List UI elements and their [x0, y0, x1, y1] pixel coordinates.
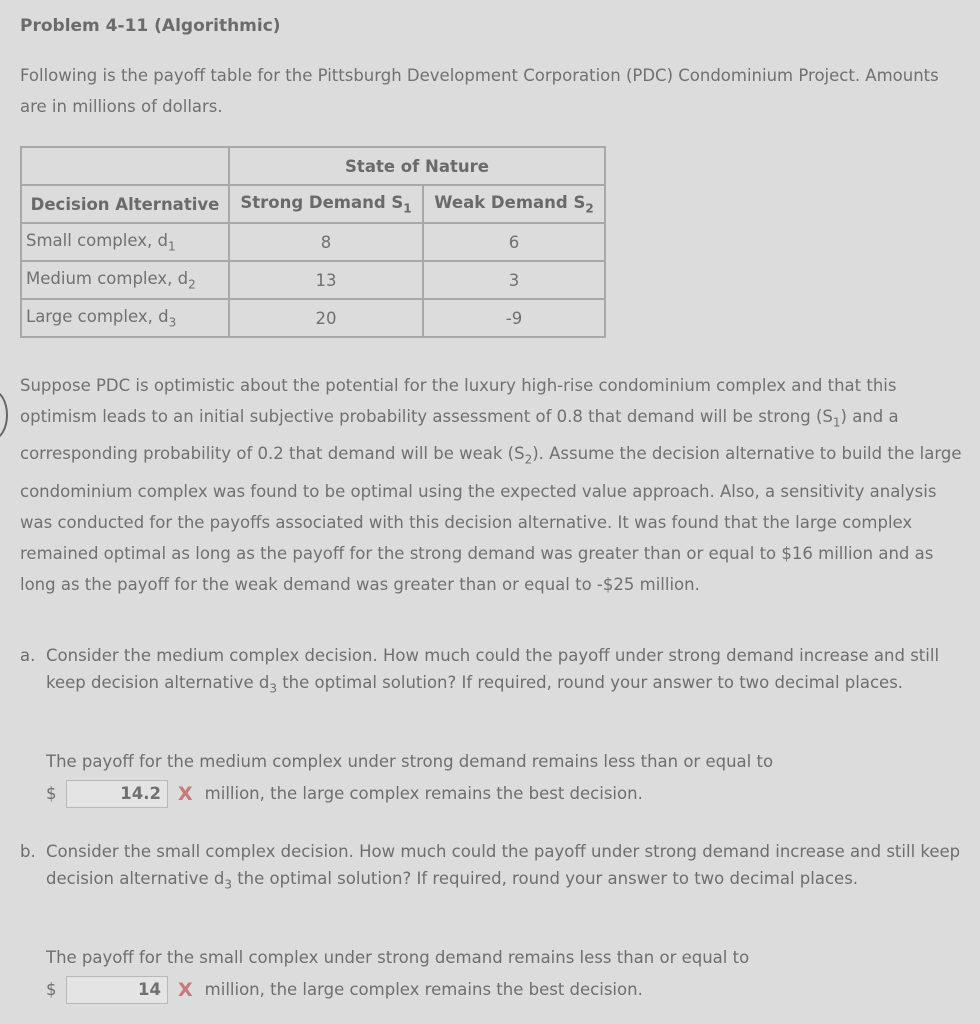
- scenario-subscript-2: 2: [524, 452, 533, 467]
- answer-b-line: The payoff for the small complex under strong demand remains less than or equal to: [46, 948, 750, 967]
- answer-a: [46, 747, 966, 809]
- incorrect-x-icon: X: [178, 979, 193, 1001]
- strong-demand-subscript: 1: [403, 201, 412, 216]
- table-row: [21, 223, 605, 261]
- row-label: [21, 261, 229, 299]
- table-column-header-row: [21, 185, 605, 223]
- side-tab-edge[interactable]: [0, 390, 8, 440]
- question-a-letter: a.: [20, 646, 36, 665]
- incorrect-x-icon: X: [178, 783, 193, 805]
- answer-b-tail: million, the large complex remains the best decision.: [204, 980, 643, 999]
- table-row: [21, 299, 605, 337]
- answer-a-input-row: [46, 779, 966, 809]
- answer-b-input[interactable]: 14: [66, 976, 168, 1004]
- question-a-text-1: Consider the medium complex decision. How much could the payoff under strong demand increase and still keep decision alternative d: [46, 646, 940, 692]
- strong-demand-cell: 20: [229, 299, 423, 337]
- weak-demand-cell: 6: [423, 223, 605, 261]
- strong-demand-label: Strong Demand S: [240, 192, 404, 212]
- row-label-subscript: 3: [168, 315, 177, 330]
- dollar-sign: $: [46, 784, 57, 803]
- strong-demand-cell: 8: [229, 223, 423, 261]
- weak-demand-subscript: 2: [585, 201, 594, 216]
- question-b-text-2: the optimal solution? If required, round your answer to two decimal places.: [231, 869, 859, 888]
- answer-a-line: The payoff for the medium complex under strong demand remains less than or equal to: [46, 752, 774, 771]
- row-label: [21, 223, 229, 261]
- question-a-subscript: 3: [269, 681, 277, 696]
- scenario-text-3: ). Assume the decision alternative to build the large condominium complex was found to be optimal using the expected value approach. Also, a sensitivity analysis was conducted for the payoffs associated with this decision alternative. It was found that the large complex remained optimal as long as the payoff for the strong demand was greater than or equal to $16 million and as long as the payoff for the weak demand was greater than or equal to -$25 million.: [20, 444, 962, 594]
- scenario-text-2: ) and a corresponding probability of 0.2 that demand will be weak (S: [20, 407, 899, 464]
- question-b: [20, 838, 970, 898]
- row-label: [21, 299, 229, 337]
- row-label-subscript: 1: [167, 239, 176, 254]
- weak-demand-header: [423, 185, 605, 223]
- answer-a-input[interactable]: 14.2: [66, 780, 168, 808]
- decision-alternative-label: Decision Alternative: [30, 194, 220, 214]
- weak-demand-cell: 3: [423, 261, 605, 299]
- scenario-text-1: Suppose PDC is optimistic about the potential for the luxury high-rise condominium complex and that this optimism leads to an initial subjective probability assessment of 0.8 that demand will be strong (S: [20, 376, 897, 426]
- state-of-nature-header: State of Nature: [229, 147, 605, 185]
- answer-a-tail: million, the large complex remains the best decision.: [204, 784, 643, 803]
- scenario-subscript-1: 1: [832, 415, 841, 430]
- scenario-paragraph: [20, 370, 970, 600]
- question-b-text: [46, 838, 970, 898]
- row-label-subscript: 2: [188, 277, 196, 292]
- problem-title: Problem 4-11 (Algorithmic): [20, 16, 281, 36]
- question-b-subscript: 3: [224, 877, 232, 892]
- dollar-sign: $: [46, 980, 57, 999]
- question-a-text-2: the optimal solution? If required, round your answer to two decimal places.: [276, 673, 904, 692]
- empty-header-cell: [21, 147, 229, 185]
- question-a-text: [46, 642, 970, 702]
- answer-b-input-row: [46, 975, 966, 1005]
- row-label-text: Large complex, d: [26, 306, 169, 326]
- decision-alternative-header: [21, 185, 229, 223]
- weak-demand-cell: -9: [423, 299, 605, 337]
- weak-demand-label: Weak Demand S: [434, 192, 586, 212]
- strong-demand-header: [229, 185, 423, 223]
- row-label-text: Small complex, d: [26, 230, 168, 250]
- question-a: [20, 642, 970, 702]
- table-group-header-row: [21, 147, 605, 185]
- row-label-text: Medium complex, d: [26, 268, 189, 288]
- payoff-table: [20, 146, 606, 338]
- answer-b: [46, 943, 966, 1005]
- table-row: [21, 261, 605, 299]
- intro-text: Following is the payoff table for the Pittsburgh Development Corporation (PDC) Condominium Project. Amounts are in millions of dollars.: [20, 66, 939, 116]
- strong-demand-cell: 13: [229, 261, 423, 299]
- question-b-letter: b.: [20, 842, 36, 861]
- question-b-text-1: Consider the small complex decision. How much could the payoff under strong demand increase and still keep decision alternative d: [46, 842, 961, 888]
